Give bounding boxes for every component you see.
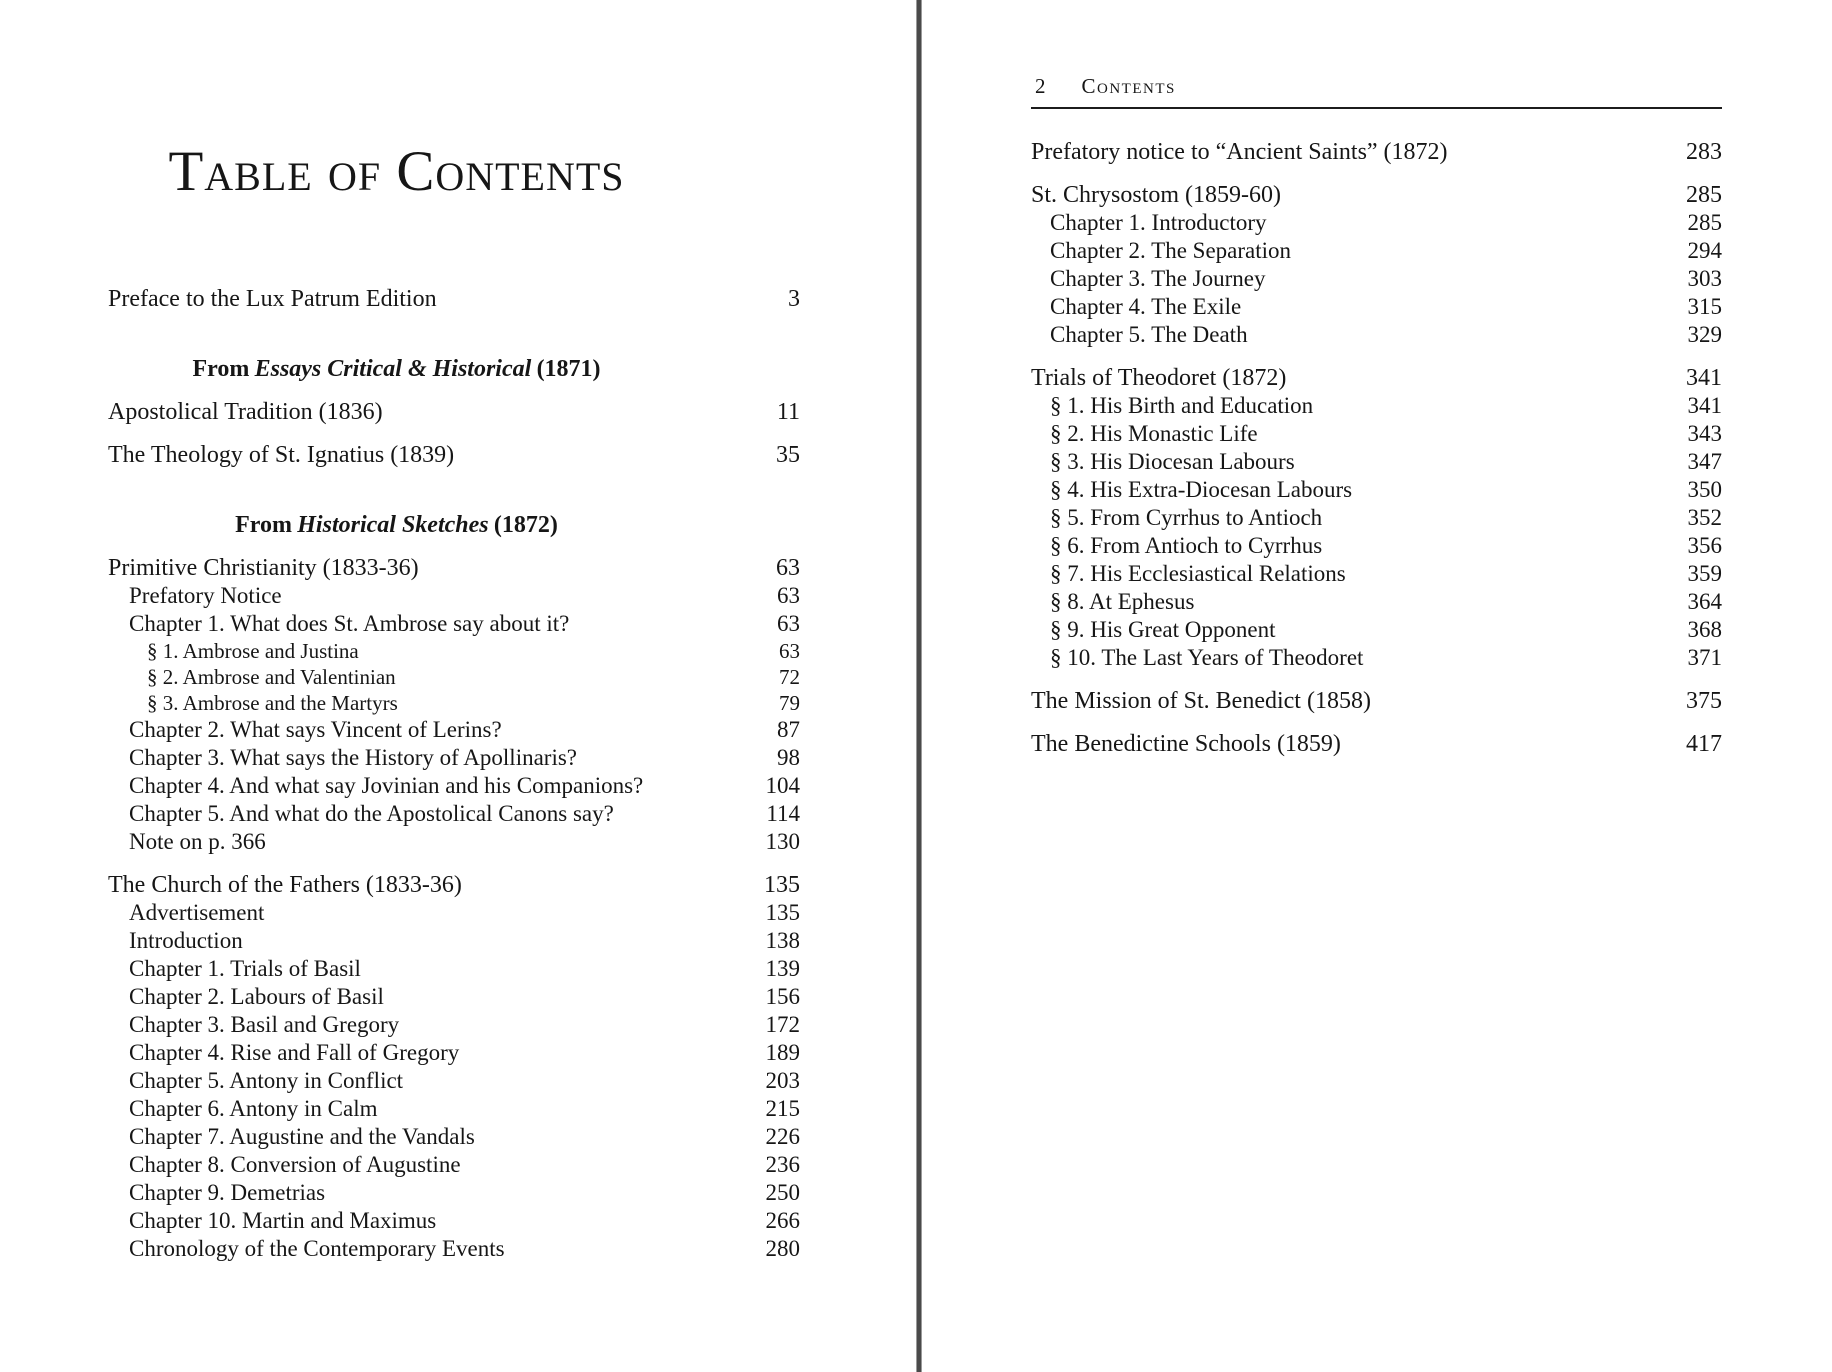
page-right-content (922, 0, 1832, 758)
toc-entry (108, 610, 800, 638)
toc-entry-label: Chapter 5. Antony in Conflict (129, 1068, 404, 1093)
toc-entry-page: 63 (779, 639, 800, 663)
toc-entry (1031, 687, 1722, 715)
toc-entry-label: Apostolical Tradition (1836) (108, 399, 383, 425)
toc-entry-label: Chapter 1. Trials of Basil (129, 956, 361, 981)
toc-entry (108, 664, 800, 690)
toc-entry-label: Chapter 3. The Journey (1050, 266, 1266, 291)
toc-entry (1031, 448, 1722, 476)
toc-entry-page: 359 (1687, 561, 1722, 586)
toc-entry-label: Chronology of the Contemporary Events (129, 1236, 505, 1261)
toc-entry-page: 203 (765, 1068, 800, 1093)
toc-entry-page: 375 (1686, 688, 1722, 714)
toc-entry (108, 772, 800, 800)
toc-entry-label: Note on p. 366 (129, 829, 266, 854)
running-header (1031, 74, 1722, 98)
toc-entry-page: 266 (765, 1208, 800, 1233)
toc-entry-page: 226 (765, 1124, 800, 1149)
heading-prefix: From (235, 512, 292, 538)
toc-entry-page: 294 (1687, 238, 1722, 263)
toc-entry-page: 417 (1686, 731, 1722, 757)
toc-entry (108, 899, 800, 927)
toc-entry (1031, 265, 1722, 293)
toc-entry (1031, 616, 1722, 644)
toc-entry-page: 79 (779, 691, 800, 715)
toc-entry-label: The Theology of St. Ignatius (1839) (108, 442, 455, 468)
heading-work-title: Essays Critical & Historical (254, 356, 532, 382)
toc-entry (108, 927, 800, 955)
page-left-content (0, 0, 916, 1263)
toc-entry (108, 1151, 800, 1179)
toc-entry-page: 371 (1687, 645, 1722, 670)
toc-entry-page: 329 (1687, 322, 1722, 347)
toc-entry-page: 315 (1687, 294, 1722, 319)
toc-entry-page: 63 (776, 555, 800, 581)
toc-entry (1031, 644, 1722, 672)
toc-entry-page: 250 (765, 1180, 800, 1205)
toc-entry-label: § 1. Ambrose and Justina (147, 639, 359, 663)
toc-entry (108, 1123, 800, 1151)
toc-entry-label: Chapter 9. Demetrias (129, 1180, 326, 1205)
toc-entry-label: § 2. Ambrose and Valentinian (147, 665, 396, 689)
toc-entry-page: 114 (766, 801, 800, 826)
toc-entry (108, 1011, 800, 1039)
toc-entry-page: 98 (777, 745, 800, 770)
toc-entry (1031, 364, 1722, 392)
toc-list-right (1031, 138, 1722, 758)
toc-entry (1031, 588, 1722, 616)
toc-entry-page: 172 (765, 1012, 800, 1037)
toc-entry-label: Prefatory notice to “Ancient Saints” (1872) (1031, 139, 1448, 165)
toc-entry (1031, 476, 1722, 504)
toc-entry (108, 744, 800, 772)
toc-entry (1031, 209, 1722, 237)
toc-entry-page: 130 (765, 829, 800, 854)
heading-year: (1872) (493, 512, 558, 538)
toc-entry (108, 554, 800, 582)
toc-entry-label: § 7. His Ecclesiastical Relations (1050, 561, 1346, 586)
toc-entry (108, 441, 800, 469)
toc-entry-label: The Church of the Fathers (1833-36) (108, 872, 462, 898)
toc-entry-label: Chapter 7. Augustine and the Vandals (129, 1124, 475, 1149)
toc-entry-page: 341 (1686, 365, 1722, 391)
toc-entry-label: Chapter 2. What says Vincent of Lerins? (129, 717, 502, 742)
toc-entry-label: § 2. His Monastic Life (1050, 421, 1258, 446)
toc-entry-page: 215 (765, 1096, 800, 1121)
toc-entry-label: St. Chrysostom (1859-60) (1031, 182, 1282, 208)
toc-entry-page: 368 (1687, 617, 1722, 642)
toc-entry (1031, 181, 1722, 209)
toc-entry (108, 1067, 800, 1095)
toc-list-left (108, 285, 800, 1263)
toc-entry-page: 364 (1687, 589, 1722, 614)
toc-entry-page: 104 (765, 773, 800, 798)
toc-entry (108, 955, 800, 983)
toc-entry-page: 350 (1687, 477, 1722, 502)
toc-entry-label: Chapter 2. Labours of Basil (129, 984, 384, 1009)
toc-entry-label: Chapter 6. Antony in Calm (129, 1096, 378, 1121)
toc-entry-label: Chapter 4. Rise and Fall of Gregory (129, 1040, 460, 1065)
toc-entry-label: § 6. From Antioch to Cyrrhus (1050, 533, 1323, 558)
toc-entry (108, 1207, 800, 1235)
running-page-number: 2 (1035, 74, 1046, 98)
toc-entry-page: 236 (765, 1152, 800, 1177)
toc-entry-page: 303 (1687, 266, 1722, 291)
toc-entry (108, 1235, 800, 1263)
toc-entry-page: 135 (764, 872, 800, 898)
toc-entry (1031, 504, 1722, 532)
toc-entry-label: § 1. His Birth and Education (1050, 393, 1314, 418)
toc-entry-label: Trials of Theodoret (1872) (1031, 365, 1287, 391)
toc-entry (1031, 321, 1722, 349)
toc-entry-label: Chapter 1. What does St. Ambrose say about it? (129, 611, 570, 636)
toc-entry (108, 983, 800, 1011)
toc-entry-label: Chapter 5. And what do the Apostolical Canons say? (129, 801, 614, 826)
toc-entry-label: The Benedictine Schools (1859) (1031, 731, 1341, 757)
toc-entry-label: Chapter 1. Introductory (1050, 210, 1267, 235)
toc-entry-label: Chapter 3. Basil and Gregory (129, 1012, 400, 1037)
toc-title: Table of Contents (168, 140, 625, 203)
toc-entry (108, 800, 800, 828)
toc-entry-label: § 9. His Great Opponent (1050, 617, 1276, 642)
toc-entry-label: § 4. His Extra-Diocesan Labours (1050, 477, 1353, 502)
heading-year: (1871) (536, 356, 601, 382)
toc-entry-page: 356 (1687, 533, 1722, 558)
toc-section-heading (108, 511, 800, 539)
toc-entry-label: Chapter 4. The Exile (1050, 294, 1242, 319)
toc-entry (1031, 532, 1722, 560)
toc-entry-page: 352 (1687, 505, 1722, 530)
toc-entry-page: 135 (765, 900, 800, 925)
toc-entry (108, 1039, 800, 1067)
toc-entry-page: 285 (1687, 210, 1722, 235)
toc-entry-label: § 10. The Last Years of Theodoret (1050, 645, 1364, 670)
toc-entry-page: 63 (777, 611, 800, 636)
toc-entry-page: 280 (765, 1236, 800, 1261)
toc-entry-page: 189 (765, 1040, 800, 1065)
toc-entry-label: Introduction (129, 928, 243, 953)
heading-prefix: From (192, 356, 250, 382)
toc-entry-label: Chapter 5. The Death (1050, 322, 1248, 347)
toc-section-heading (108, 355, 800, 383)
toc-entry-page: 87 (777, 717, 800, 742)
toc-entry-page: 63 (777, 583, 800, 608)
toc-entry-page: 72 (779, 665, 800, 689)
toc-entry (108, 828, 800, 856)
toc-entry (1031, 730, 1722, 758)
running-title: Contents (1081, 74, 1176, 98)
toc-entry (1031, 560, 1722, 588)
toc-entry (108, 285, 800, 313)
toc-entry-label: Chapter 3. What says the History of Apollinaris? (129, 745, 577, 770)
toc-entry-label: § 8. At Ephesus (1050, 589, 1195, 614)
toc-entry (1031, 392, 1722, 420)
toc-entry-label: Prefatory Notice (129, 583, 282, 608)
toc-entry-page: 283 (1686, 139, 1722, 165)
toc-entry-label: Advertisement (129, 900, 265, 925)
toc-entry-label: Chapter 10. Martin and Maximus (129, 1208, 437, 1233)
toc-entry (108, 638, 800, 664)
toc-entry-label: Chapter 2. The Separation (1050, 238, 1292, 263)
toc-entry-page: 138 (765, 928, 800, 953)
toc-entry (1031, 138, 1722, 166)
toc-entry-label: Primitive Christianity (1833-36) (108, 555, 419, 581)
header-rule (1031, 107, 1722, 109)
toc-entry-label: § 3. His Diocesan Labours (1050, 449, 1295, 474)
toc-entry-label: Preface to the Lux Patrum Edition (108, 286, 437, 312)
toc-entry-page: 139 (765, 956, 800, 981)
toc-entry (108, 690, 800, 716)
toc-entry-page: 11 (776, 399, 800, 425)
toc-entry-label: The Mission of St. Benedict (1858) (1031, 688, 1371, 714)
page-right (922, 0, 1832, 1372)
toc-entry (108, 398, 800, 426)
toc-entry-page: 35 (776, 442, 800, 468)
heading-work-title: Historical Sketches (297, 512, 489, 538)
toc-entry-page: 341 (1687, 393, 1722, 418)
toc-entry (1031, 237, 1722, 265)
toc-entry (108, 1179, 800, 1207)
toc-entry-page: 347 (1687, 449, 1722, 474)
toc-entry-page: 285 (1686, 182, 1722, 208)
toc-entry-label: § 3. Ambrose and the Martyrs (147, 691, 398, 715)
toc-entry-page: 156 (765, 984, 800, 1009)
toc-entry-label: § 5. From Cyrrhus to Antioch (1050, 505, 1323, 530)
toc-entry (1031, 293, 1722, 321)
toc-entry-page: 3 (788, 286, 800, 312)
toc-entry-page: 343 (1687, 421, 1722, 446)
toc-entry-label: Chapter 4. And what say Jovinian and his Companions? (129, 773, 644, 798)
toc-entry (108, 1095, 800, 1123)
toc-entry (1031, 420, 1722, 448)
toc-entry-label: Chapter 8. Conversion of Augustine (129, 1152, 461, 1177)
toc-entry (108, 871, 800, 899)
toc-entry (108, 582, 800, 610)
toc-entry (108, 716, 800, 744)
